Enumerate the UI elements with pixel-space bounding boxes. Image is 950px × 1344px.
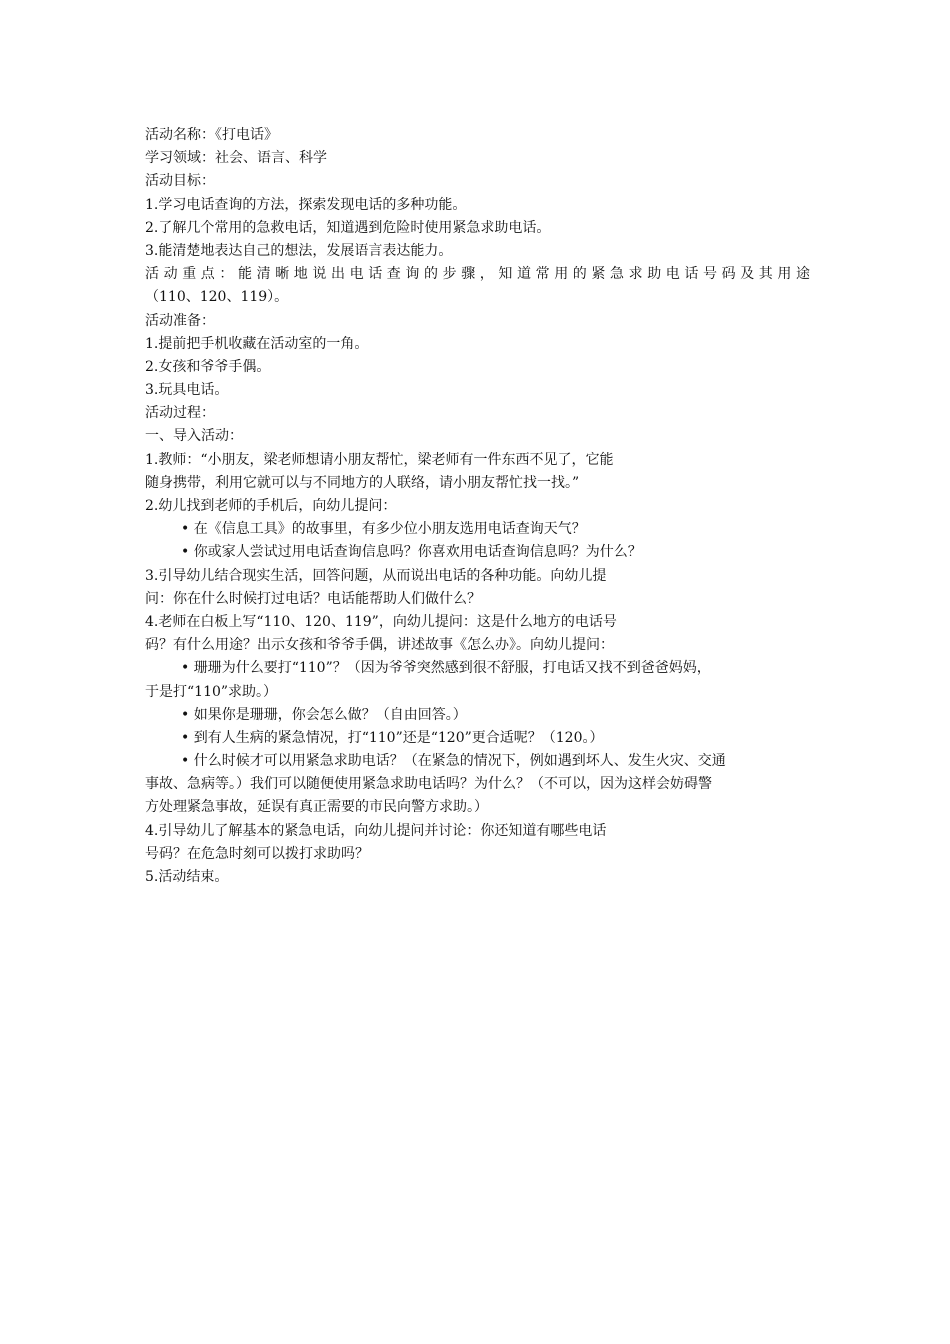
text-line: 方处理紧急事故，延误有真正需要的市民向警方求助。） [145,799,488,816]
text-line: • 什么时候才可以用紧急求助电话？（在紧急的情况下，例如遇到坏人、发生火灾、交通 [181,753,726,770]
text-line: 学习领域：社会、语言、科学 [145,150,327,167]
text-line: 1.提前把手机收藏在活动室的一角。 [145,335,369,352]
text-line: 3.玩具电话。 [145,382,229,399]
text-line: 1.教师：“小朋友，梁老师想请小朋友帮忙，梁老师有一件东西不见了，它能 [145,451,614,468]
text-line: 于是打“110”求助。） [145,683,278,700]
text-line: 事故、急病等。）我们可以随便使用紧急求助电话吗？为什么？（不可以，因为这样会妨碍警 [145,776,712,793]
text-line: 4.老师在白板上写“110、120、119”，向幼儿提问：这是什么地方的电话号 [145,613,617,630]
text-line: • 在《信息工具》的故事里，有多少位小朋友选用电话查询天气？ [181,521,586,538]
text-line: 活动重点：能清晰地说出电话查询的步骤，知道常用的紧急求助电话号码及其用途 [145,266,810,283]
text-line: （110、120、119）。 [145,289,289,306]
document-body [145,124,810,889]
text-line: 号码？在危急时刻可以拨打求助吗？ [145,845,369,862]
text-line: 随身携带，利用它就可以与不同地方的人联络，请小朋友帮忙找一找。” [145,474,580,491]
text-line: 活动准备： [145,312,215,329]
text-line: 2.女孩和爷爷手偶。 [145,358,271,375]
text-line: 3.能清楚地表达自己的想法，发展语言表达能力。 [145,242,453,259]
text-line: 1.学习电话查询的方法，探索发现电话的多种功能。 [145,196,467,213]
text-line: • 如果你是珊珊，你会怎么做？（自由回答。） [181,706,467,723]
text-line: • 到有人生病的紧急情况，打“110”还是“120”更合适呢？（120。） [181,729,604,746]
text-line: 码？有什么用途？出示女孩和爷爷手偶，讲述故事《怎么办》。向幼儿提问： [145,637,614,654]
text-line: 2.幼儿找到老师的手机后，向幼儿提问： [145,498,397,514]
text-line: 活动名称：《打电话》 [145,127,278,143]
text-line: • 你或家人尝试过用电话查询信息吗？你喜欢用电话查询信息吗？为什么？ [181,544,642,561]
text-line: 活动目标： [145,173,215,190]
text-line: 2.了解几个常用的急救电话，知道遇到危险时使用紧急求助电话。 [145,219,551,236]
text-line: • 珊珊为什么要打“110”？（因为爷爷突然感到很不舒服，打电话又找不到爸爸妈妈， [181,660,711,677]
text-line: 4.引导幼儿了解基本的紧急电话，向幼儿提问并讨论：你还知道有哪些电话 [145,822,607,839]
text-line: 问：你在什么时候打过电话？电话能帮助人们做什么？ [145,590,481,607]
text-line: 一、导入活动： [145,428,243,445]
text-line: 3.引导幼儿结合现实生活，回答问题，从而说出电话的各种功能。向幼儿提 [145,567,607,584]
text-line: 活动过程： [145,405,215,422]
text-line: 5.活动结束。 [145,869,229,885]
